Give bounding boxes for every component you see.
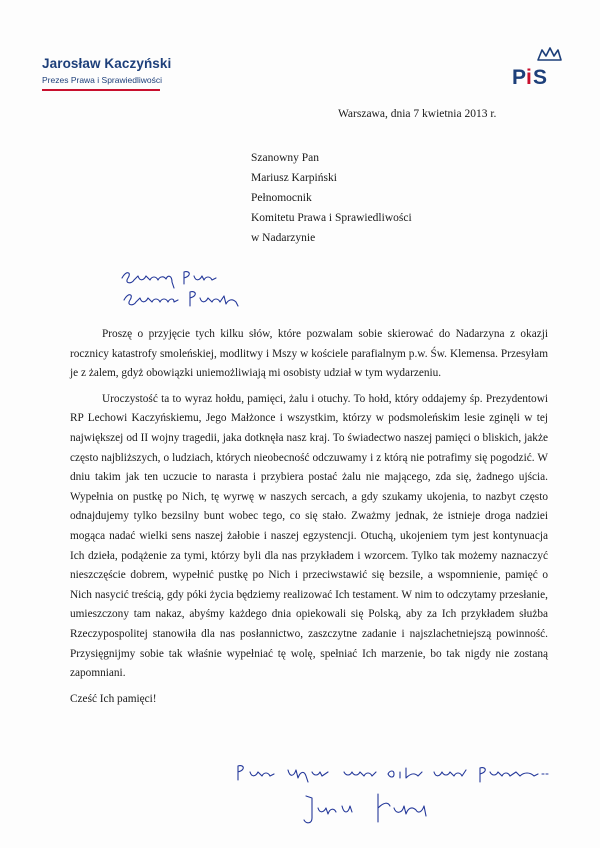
addressee-line: Pełnomocnik	[251, 192, 312, 204]
pis-logo	[508, 46, 570, 94]
body-paragraph: Uroczystość ta to wyraz hołdu, pamięci, żalu i otuchy. To hołd, który oddajemy śp. Prezydentowi RP Lechowi Kaczyńskiemu, Jego Małżonce i wszystkim, którzy w podsmoleńskim lesie zginęli w tej największej od II wojny tragedii, jaka dotknęła nasz kraj. To świadectwo naszej pamięci o bliskich, jakże często najbliższych, o ludziach, których nieobecność odczuwamy i z którą nie potrafimy się pogodzić. W dniu takim jak ten uczucie to narasta i przybiera postać żalu nie mającego, zda się, żadnego ujścia. Wypełnia on pustkę po Nich, tę wyrwę w naszych sercach, a gdy szukamy ukojenia, to nazbyt często odnajdujemy tylko bezsilny bunt wobec tego, co się stało. Zważmy jednak, że istnieje droga nadziei mogąca nadać wielki sens naszej żałobie i naszej egzystencji. Otuchą, ukojeniem tym jest kontynuacja Ich dzieła, podążenie za tymi, którzy byli dla nas przykładem i wzorcem. Tylko tak możemy naznaczyć nieszczęście dobrem, wypełnić pustkę po Nich i przeciwstawić się bezsile, a wspomnienie, pamięć o Nich nasycić treścią, gdy póki życia będziemy realizować Ich testament. W nim to odczytamy przesłanie, umieszczony tam nakaz, abyśmy każdego dnia opiekowali się Polską, aby za Ich przykładem służba Rzeczypospolitej stanowiła dla nas posłannictwo, zaszczytne zadanie i najszlachetniejszą powinność. Przysięgnijmy sobie tak właśnie wypełniać tę wolę, spełniać Ich marzenie, bo tak nigdy nie zostaną zapomniani.	[70, 392, 548, 680]
handwritten-salutation	[118, 264, 278, 314]
addressee-line: w Nadarzynie	[251, 232, 316, 244]
sender-title: Prezes Prawa i Sprawiedliwości	[42, 75, 162, 85]
svg-text:S: S	[533, 66, 548, 89]
addressee-block	[251, 148, 412, 248]
handwritten-closing	[234, 760, 554, 786]
closing-sentence: Cześć Ich pamięci!	[70, 692, 157, 705]
addressee-line: Szanowny Pan	[251, 152, 320, 164]
letterhead-sender	[42, 56, 171, 91]
svg-text:P: P	[512, 66, 527, 89]
addressee-line: Mariusz Karpiński	[251, 172, 337, 184]
sender-name: Jarosław Kaczyński	[42, 56, 172, 71]
date-line: Warszawa, dnia 7 kwietnia 2013 r.	[338, 108, 497, 120]
letter-body	[70, 325, 548, 715]
letterhead-rule	[42, 89, 160, 91]
signature	[298, 786, 438, 830]
svg-text:i: i	[526, 66, 532, 89]
eagle-crown-icon	[538, 48, 561, 60]
body-paragraph: Proszę o przyjęcie tych kilku słów, które pozwalam sobie skierować do Nadarzyna z okazji rocznicy katastrofy smoleńskiej, modlitwy i Mszy w kościele parafialnym p.w. Św. Klemensa. Przesyłam je z żalem, gdyż obowiązki uniemożliwiają mi osobisty udział w tym wydarzeniu.	[70, 328, 548, 380]
addressee-line: Komitetu Prawa i Sprawiedliwości	[251, 212, 412, 224]
